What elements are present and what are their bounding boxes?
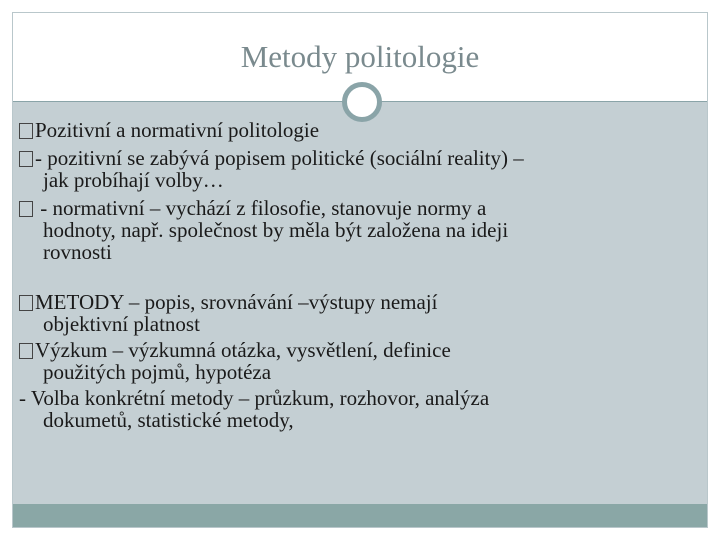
slide-frame (12, 12, 708, 528)
continuation-line: objektivní platnost (43, 312, 200, 336)
bullet-line-2: - pozitivní se zabývá popisem politické (sociální reality) – (19, 147, 524, 169)
bullet-line-5: Výzkum – výzkumná otázka, vysvětlení, definice (19, 339, 451, 361)
bullet-icon (19, 343, 33, 359)
continuation-line: jak probíhají volby… (43, 168, 224, 192)
bullet-line-4: METODY – popis, srovnávání –výstupy nemají (19, 291, 437, 313)
continuation-line: rovnosti (43, 240, 112, 264)
bullet-line-1: Pozitivní a normativní politologie (19, 119, 319, 141)
continuation-line: použitých pojmů, hypotéza (43, 360, 272, 384)
bullet-icon (19, 295, 33, 311)
footer-bar (13, 504, 707, 527)
dash-line: - Volba konkrétní metody – průzkum, rozhovor, analýza (19, 386, 490, 410)
title-circle-ornament (342, 82, 382, 122)
bullet-line-3: - normativní – vychází z filosofie, stanovuje normy a (19, 197, 486, 219)
bullet-icon (19, 123, 33, 139)
bullet-icon (19, 151, 33, 167)
slide-title: Metody politologie (240, 39, 480, 74)
continuation-line: dokumetů, statistické metody, (43, 408, 294, 432)
continuation-line: hodnoty, např. společnost by měla být založena na ideji (43, 218, 509, 242)
bullet-icon (19, 201, 33, 217)
